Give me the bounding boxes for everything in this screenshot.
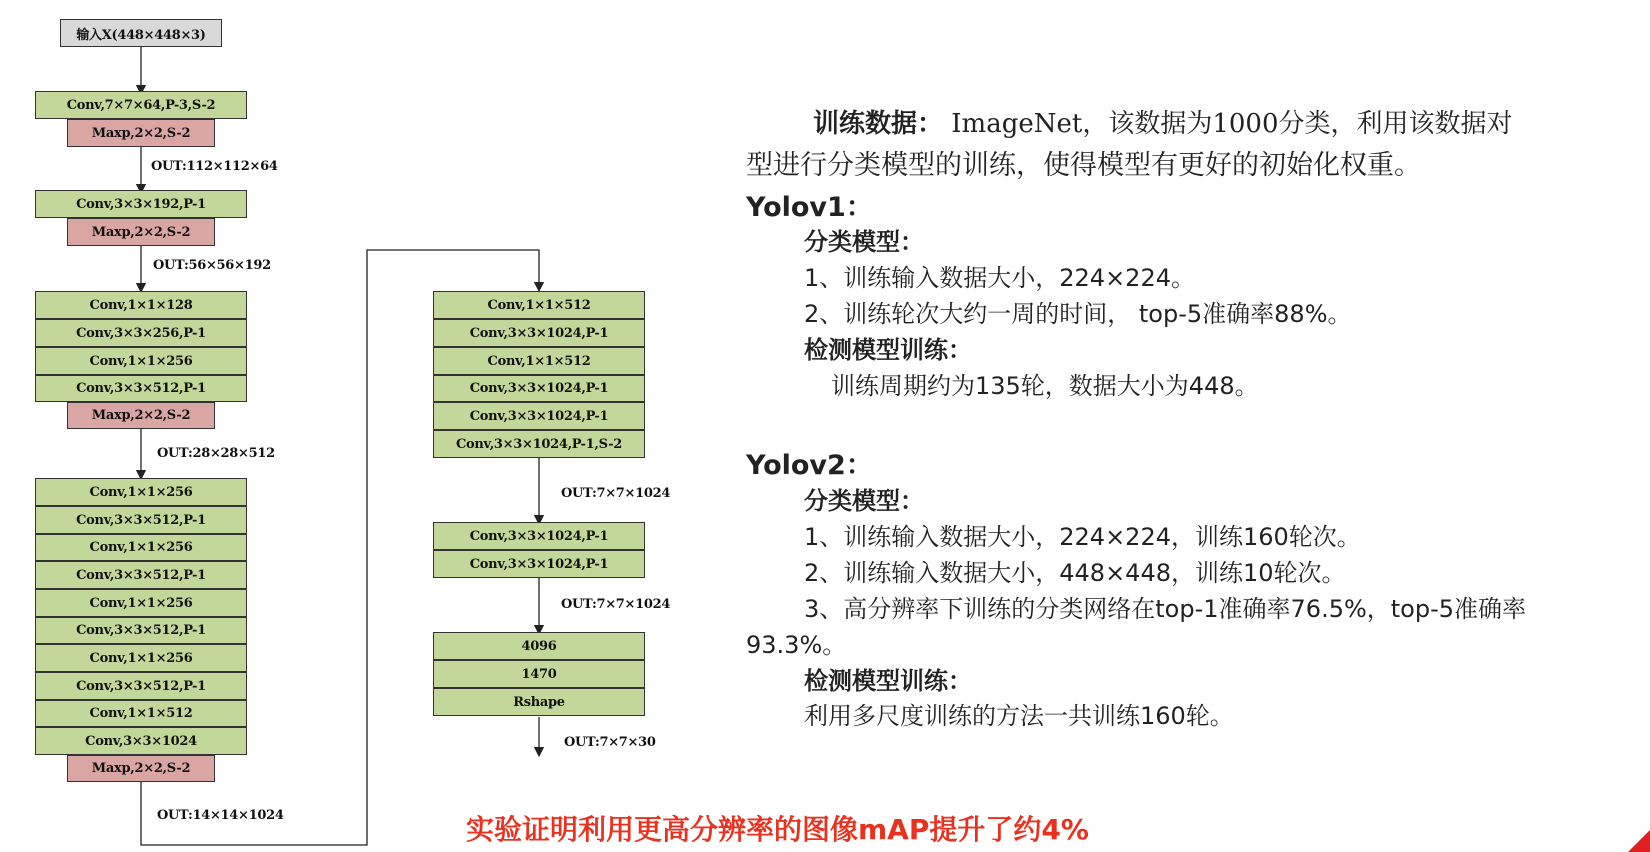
layer-box: Conv,1×1×512 bbox=[433, 291, 645, 319]
layer-box: Conv,1×1×256 bbox=[35, 347, 247, 375]
layer-box: Conv,1×1×256 bbox=[35, 478, 247, 506]
yolov2-cls-item: 1、训练输入数据大小，224×224，训练160轮次。 bbox=[804, 523, 1361, 551]
layer-box: Conv,3×3×512,P-1 bbox=[35, 617, 247, 644]
layer-box: Conv,1×1×128 bbox=[35, 291, 247, 319]
output-shape-label: OUT:56×56×192 bbox=[153, 258, 271, 273]
layer-box: Conv,1×1×256 bbox=[35, 589, 247, 617]
layer-box: Conv,3×3×1024,P-1 bbox=[433, 522, 645, 550]
layer-box: 4096 bbox=[433, 632, 645, 660]
layer-box: Conv,3×3×1024,P-1 bbox=[433, 402, 645, 430]
layer-box: Conv,3×3×512,P-1 bbox=[35, 672, 247, 700]
train-data-line bbox=[813, 103, 1513, 140]
output-shape-label: OUT:7×7×1024 bbox=[561, 486, 671, 501]
layer-box: Conv,3×3×1024,P-1 bbox=[433, 375, 645, 402]
yolov1-cls-item: 2、训练轮次大约一周的时间， top-5准确率88%。 bbox=[804, 300, 1352, 328]
corner-decoration bbox=[1628, 830, 1650, 852]
layer-box: Conv,3×3×512,P-1 bbox=[35, 561, 247, 589]
yolov1-title: Yolov1： bbox=[746, 192, 873, 223]
layer-box: Maxp,2×2,S-2 bbox=[67, 755, 215, 782]
layer-box: Conv,1×1×512 bbox=[433, 347, 645, 375]
layer-box: Maxp,2×2,S-2 bbox=[67, 402, 215, 429]
layer-box: Conv,3×3×512,P-1 bbox=[35, 375, 247, 402]
layer-box: Conv,1×1×512 bbox=[35, 700, 247, 727]
output-shape-label: OUT:112×112×64 bbox=[151, 159, 278, 174]
yolov2-cls-item: 2、训练输入数据大小，448×448，训练10轮次。 bbox=[804, 559, 1346, 587]
yolov2-cls-title: 分类模型： bbox=[804, 487, 924, 515]
layer-box: Rshape bbox=[433, 688, 645, 716]
yolov2-det-title: 检测模型训练： bbox=[804, 667, 972, 695]
yolov2-title: Yolov2： bbox=[746, 450, 873, 481]
yolov2-det-text: 利用多尺度训练的方法一共训练160轮。 bbox=[804, 702, 1234, 730]
yolov1-det-text: 训练周期约为135轮，数据大小为448。 bbox=[831, 372, 1259, 400]
yolov2-cls-item: 3、高分辨率下训练的分类网络在top-1准确率76.5%，top-5准确率 bbox=[804, 595, 1527, 623]
layer-box: 1470 bbox=[433, 660, 645, 688]
layer-box: Conv,3×3×512,P-1 bbox=[35, 506, 247, 534]
train-data-label: 训练数据： bbox=[813, 109, 944, 139]
layer-box: Conv,3×3×192,P-1 bbox=[35, 190, 247, 218]
output-shape-label: OUT:7×7×1024 bbox=[561, 597, 671, 612]
output-shape-label: OUT:28×28×512 bbox=[157, 446, 275, 461]
yolov1-cls-item: 1、训练输入数据大小，224×224。 bbox=[804, 264, 1195, 292]
train-data-text-cont: 型进行分类模型的训练，使得模型有更好的初始化权重。 bbox=[746, 150, 1421, 181]
conclusion-text: 实验证明利用更高分辨率的图像mAP提升了约4% bbox=[466, 813, 1089, 846]
layer-box: Conv,3×3×1024,P-1 bbox=[433, 319, 645, 347]
input-box: 输入X(448×448×3) bbox=[60, 19, 222, 47]
train-data-text: ImageNet，该数据为1000分类，利用该数据对 bbox=[951, 109, 1513, 139]
layer-box: Conv,1×1×256 bbox=[35, 534, 247, 561]
layer-box: Maxp,2×2,S-2 bbox=[67, 119, 215, 147]
output-shape-label: OUT:14×14×1024 bbox=[157, 808, 284, 823]
yolov2-cls-item-cont: 93.3%。 bbox=[746, 631, 847, 659]
layer-box: Conv,3×3×256,P-1 bbox=[35, 319, 247, 347]
layer-box: Conv,3×3×1024,P-1,S-2 bbox=[433, 430, 645, 458]
output-shape-label: OUT:7×7×30 bbox=[564, 735, 656, 750]
layer-box: Conv,3×3×1024,P-1 bbox=[433, 550, 645, 578]
layer-box: Conv,3×3×1024 bbox=[35, 727, 247, 755]
yolov1-det-title: 检测模型训练： bbox=[804, 336, 972, 364]
yolov1-cls-title: 分类模型： bbox=[804, 228, 924, 256]
layer-box: Conv,7×7×64,P-3,S-2 bbox=[35, 91, 247, 119]
layer-box: Maxp,2×2,S-2 bbox=[67, 218, 215, 246]
layer-box: Conv,1×1×256 bbox=[35, 644, 247, 672]
